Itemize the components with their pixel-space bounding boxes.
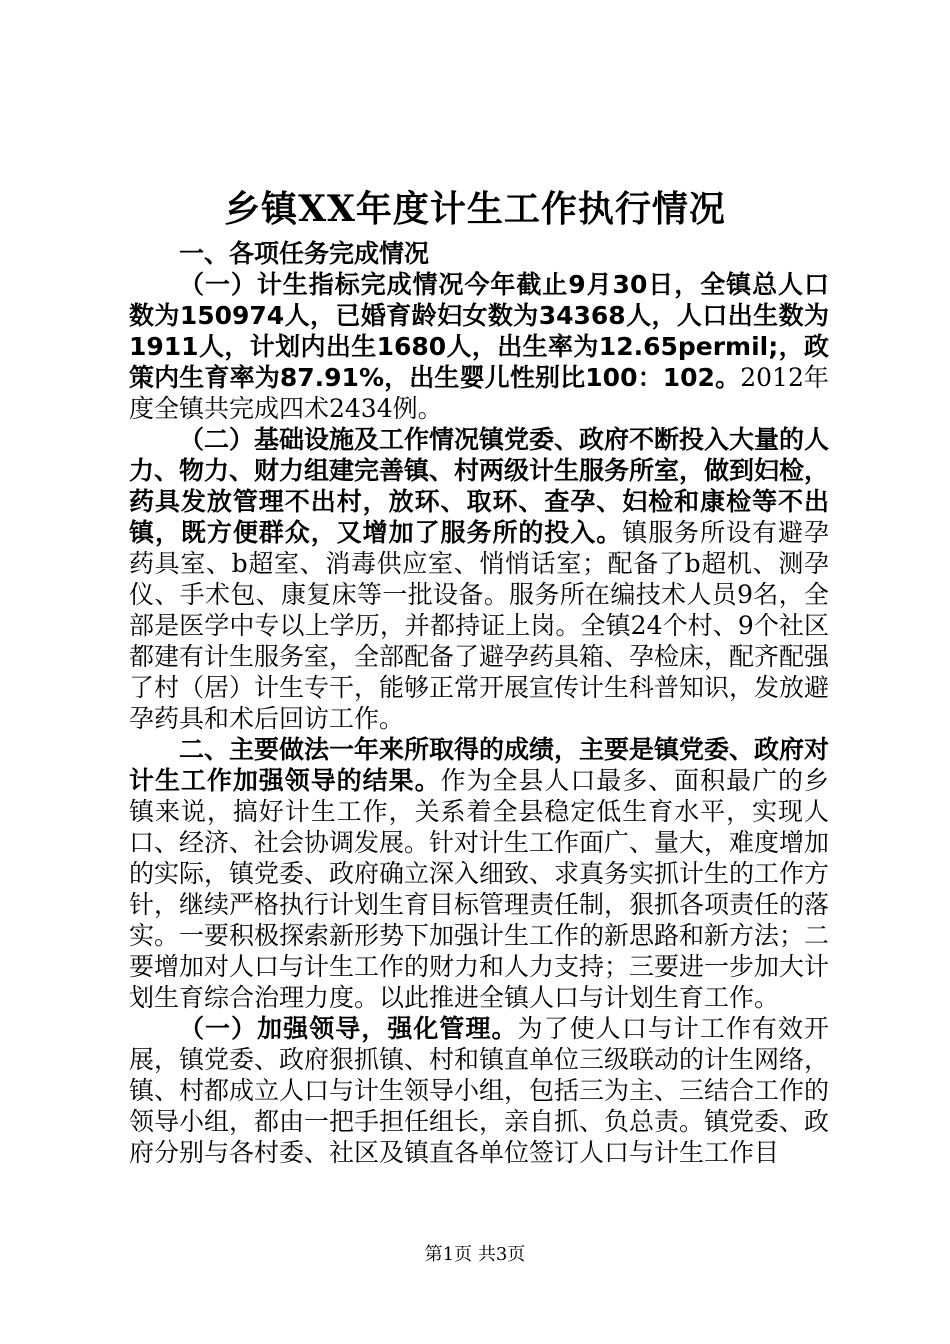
paragraph xyxy=(129,238,829,269)
paragraph-heading: （一）计生指标完成情况今年截止9月30日，全镇总人口数为150974人，已婚育龄妇女数为34368人，人口出生数为1911人，计划内出生1680人，出生率为12.65permil;，政策内生育率为87.91%，出生婴儿性别比100：102。 xyxy=(129,270,829,392)
document-body xyxy=(129,238,829,1168)
paragraph-heading: （二）基础设施及工作情况镇党委、政府不断投入大量的人力、物力、财力组建完善镇、村两级计生服务所室，做到妇检，药具发放管理不出村，放环、取环、查孕、妇检和康检等不出镇，既方便群众，又增加了服务所的投入。 xyxy=(129,425,830,547)
document-title: 乡镇XX年度计生工作执行情况 xyxy=(224,188,726,230)
paragraph xyxy=(129,269,829,424)
paragraph-text: 镇服务所设有避孕药具室、b超室、消毒供应室、悄悄话室；配备了b超机、测孕仪、手术包、康复床等一批设备。服务所在编技术人员9名，全部是医学中专以上学历，并都持证上岗。全镇24个村、9个社区都建有计生服务室，全部配备了避孕药具箱、孕检床，配齐配强了村（居）计生专干，能够正常开展宣传计生科普知识，发放避孕药具和术后回访工作。 xyxy=(129,518,830,733)
paragraph xyxy=(129,734,829,1013)
paragraph-text: 为了使人口与计工作有效开展，镇党委、政府狠抓镇、村和镇直单位三级联动的计生网络，镇、村都成立人口与计生领导小组，包括三为主、三结合工作的领导小组，都由一把手担任组长，亲自抓、负总责。镇党委、政府分别与各村委、社区及镇直各单位签订人口与计生工作目 xyxy=(129,1014,830,1167)
paragraph-heading: 一、各项任务完成情况 xyxy=(179,239,430,268)
paragraph xyxy=(129,424,829,734)
paragraph-heading: （一）加强领导，强化管理。 xyxy=(179,1014,518,1043)
paragraph xyxy=(129,1013,829,1168)
page-footer: 第1页 共3页 xyxy=(424,1244,526,1265)
paragraph-heading: 二、主要做法一年来所取得的成绩，主要是镇党委、政府对计生工作加强领导的结果。 xyxy=(129,735,830,795)
paragraph-text: 作为全县人口最多、面积最广的乡镇来说，搞好计生工作，关系着全县稳定低生育水平，实现人口、经济、社会协调发展。针对计生工作面广、量大，难度增加的实际，镇党委、政府确立深入细致、求真务实抓计生的工作方针，继续严格执行计划生育目标管理责任制，狠抓各项责任的落实。一要积极探索新形势下加强计生工作的新思路和新方法；二要增加对人口与计生工作的财力和人力支持；三要进一步加大计划生育综合治理力度。以此推进全镇人口与计划生育工作。 xyxy=(129,766,830,1012)
paragraph-text: 2012年度全镇共完成四术2434例。 xyxy=(129,363,830,423)
